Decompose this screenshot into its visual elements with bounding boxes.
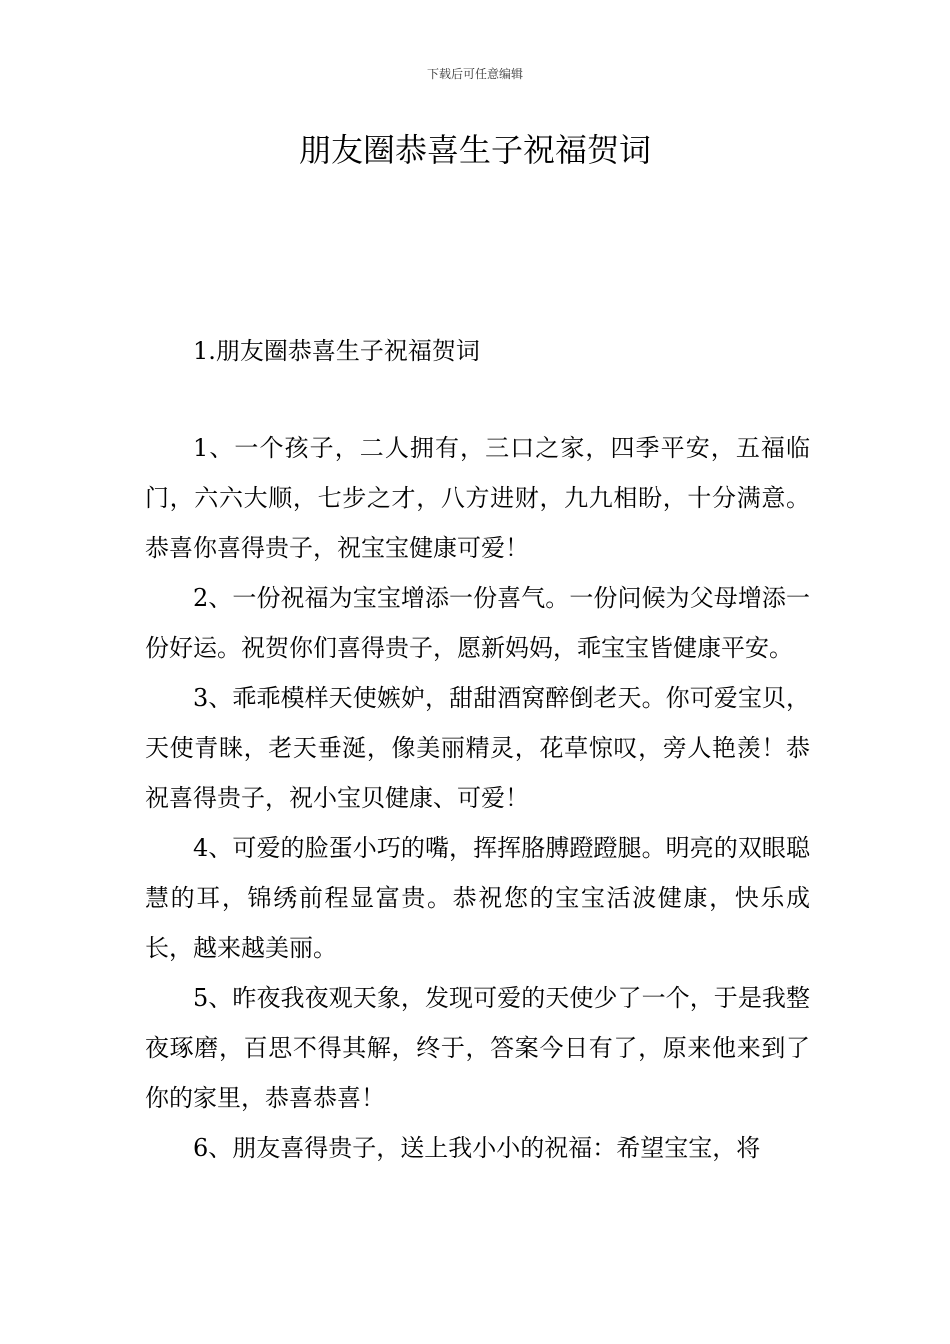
- document-title: 朋友圈恭喜生子祝福贺词: [298, 131, 651, 169]
- blessing-paragraph-3: 3、乖乖模样天使嫉妒，甜甜酒窝醉倒老天。你可爱宝贝，天使青睐，老天垂涎，像美丽精灵，花草惊叹，旁人艳羡！恭祝喜得贵子，祝小宝贝健康、可爱！: [145, 684, 810, 812]
- blessing-paragraph-6: 6、朋友喜得贵子，送上我小小的祝福：希望宝宝，将: [193, 1134, 761, 1162]
- blessing-paragraph-2: 2、一份祝福为宝宝增添一份喜气。一份问候为父母增添一份好运。祝贺你们喜得贵子，愿新妈妈，乖宝宝皆健康平安。: [145, 584, 810, 662]
- blessing-paragraph-1: 1、一个孩子，二人拥有，三口之家，四季平安，五福临门，六六大顺，七步之才，八方进财，九九相盼，十分满意。恭喜你喜得贵子，祝宝宝健康可爱！: [145, 434, 810, 562]
- blessing-paragraph-5: 5、昨夜我夜观天象，发现可爱的天使少了一个，于是我整夜琢磨，百思不得其解，终于，答案今日有了，原来他来到了你的家里，恭喜恭喜！: [145, 984, 810, 1112]
- header-note: 下载后可任意编辑: [426, 67, 523, 81]
- blessing-paragraph-4: 4、可爱的脸蛋小巧的嘴，挥挥胳膊蹬蹬腿。明亮的双眼聪慧的耳，锦绣前程显富贵。恭祝您的宝宝活波健康，快乐成长，越来越美丽。: [145, 834, 810, 962]
- blessing-list: [145, 423, 810, 1173]
- section-heading: 1.朋友圈恭喜生子祝福贺词: [193, 337, 480, 365]
